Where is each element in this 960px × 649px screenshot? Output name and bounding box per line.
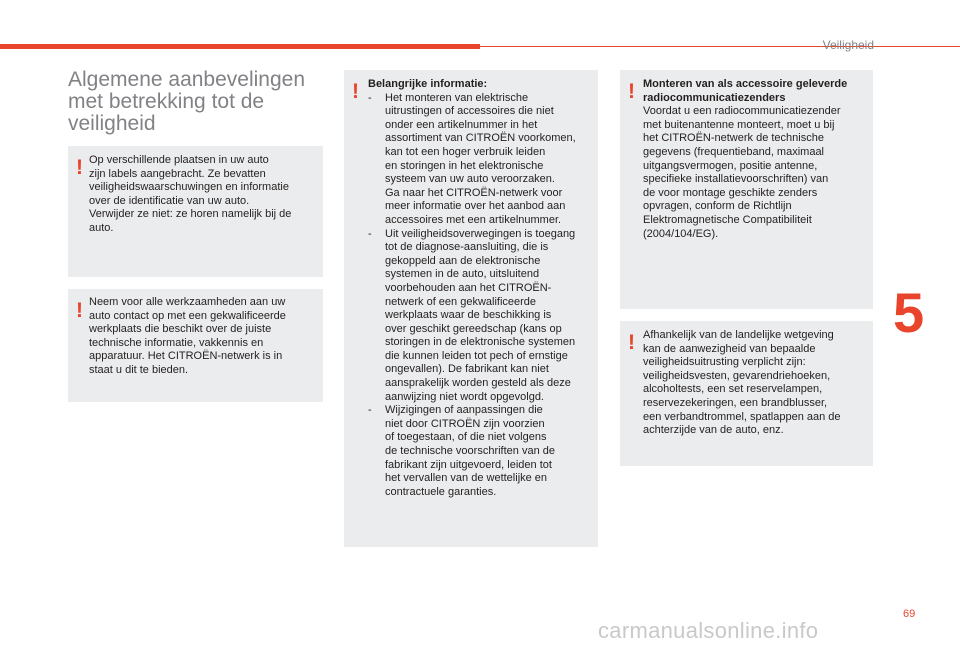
warning-box-workshop <box>68 289 323 402</box>
warning-text-labels: Op verschillende plaatsen in uw auto zijn labels aangebracht. Ze bevatten veiligheidswaarschuwingen en informatie over de identificatie van uw auto. Verwijder ze niet: ze horen namelijk bij de auto. <box>89 154 292 234</box>
page-number: 69 <box>903 608 916 620</box>
warning-box-labels <box>68 146 323 277</box>
watermark: carmanualsonline.info <box>598 618 819 643</box>
warning-icon: ! <box>76 299 83 322</box>
warning-box-radio <box>620 70 873 309</box>
list-item: - Wijzigingen of aanpassingen die niet door CITROËN zijn voorzien of toegestaan, of die niet volgens de technische voorschriften van de fabrikant zijn uitgevoerd, leiden tot het vervallen van de wettelijke en contractuele garanties. <box>368 404 596 499</box>
warning-text-country: Afhankelijk van de landelijke wetgeving kan de aanwezigheid van bepaalde veiligheidsuitrusting verplicht zijn: veiligheidsvesten, gevarendriehoeken, alcoholtests, een set reservelampen, reservezekeringen, een brandblusser, een verbandtrommel, spatlappen aan de achterzijde van de auto, enz. <box>643 329 841 437</box>
warning-box-country <box>620 321 873 466</box>
header-accent-bar <box>0 44 480 49</box>
important-heading: Belangrijke informatie: <box>368 78 488 90</box>
page-title: Algemene aanbevelingen met betrekking tot de veiligheid <box>68 68 306 135</box>
important-list <box>368 92 596 500</box>
radio-info <box>643 78 872 241</box>
important-info <box>368 78 596 499</box>
warning-icon: ! <box>628 331 635 354</box>
radio-heading: Monteren van als accessoire geleverde radiocommunicatiezenders <box>643 78 848 104</box>
warning-icon: ! <box>352 80 359 103</box>
chapter-number: 5 <box>893 281 925 344</box>
warning-icon: ! <box>76 156 83 179</box>
warning-box-important <box>344 70 598 547</box>
section-title: Veiligheid <box>822 38 874 52</box>
list-item: - Het monteren van elektrische uitrustingen of accessoires die niet onder een artikelnummer in het assortiment van CITROËN voorkomen, kan tot een hoger verbruik leiden en storingen in het elektronische systeem van uw auto veroorzaken. Ga naar het CITROËN-netwerk voor meer informatie over het aanbod aan accessoires met een artikelnummer. <box>368 92 596 228</box>
header-rule <box>480 46 960 47</box>
warning-icon: ! <box>628 80 635 103</box>
list-item: - Uit veiligheidsoverwegingen is toegang tot de diagnose-aansluiting, die is gekoppeld aan de elektronische systemen in de auto, uitsluitend voorbehouden aan het CITROËN- netwerk of een gekwalificeerde werkplaats waar de beschikking is over geschikt gereedschap (kans op storingen in de elektronische systemen die kunnen leiden tot pech of ernstige ongevallen). De fabrikant kan niet aansprakelijk worden gesteld als deze aanwijzing niet wordt opgevolgd. <box>368 228 596 405</box>
radio-body: Voordat u een radiocommunicatiezender met buitenantenne monteert, moet u bij het CITROËN-netwerk de technische gegevens (frequentieband, maximaal uitgangsvermogen, positie antenne, specifieke installatievoorschriften) van de voor montage geschikte zenders opvragen, conform de Richtlijn Elektromagnetische Compatibiliteit (2004/104/EG). <box>643 105 841 240</box>
warning-text-workshop: Neem voor alle werkzaamheden aan uw auto contact op met een gekwalificeerde werkplaats die beschikt over de juiste technische informatie, vakkennis en apparatuur. Het CITROËN-netwerk is in staat u dit te bieden. <box>89 296 286 376</box>
